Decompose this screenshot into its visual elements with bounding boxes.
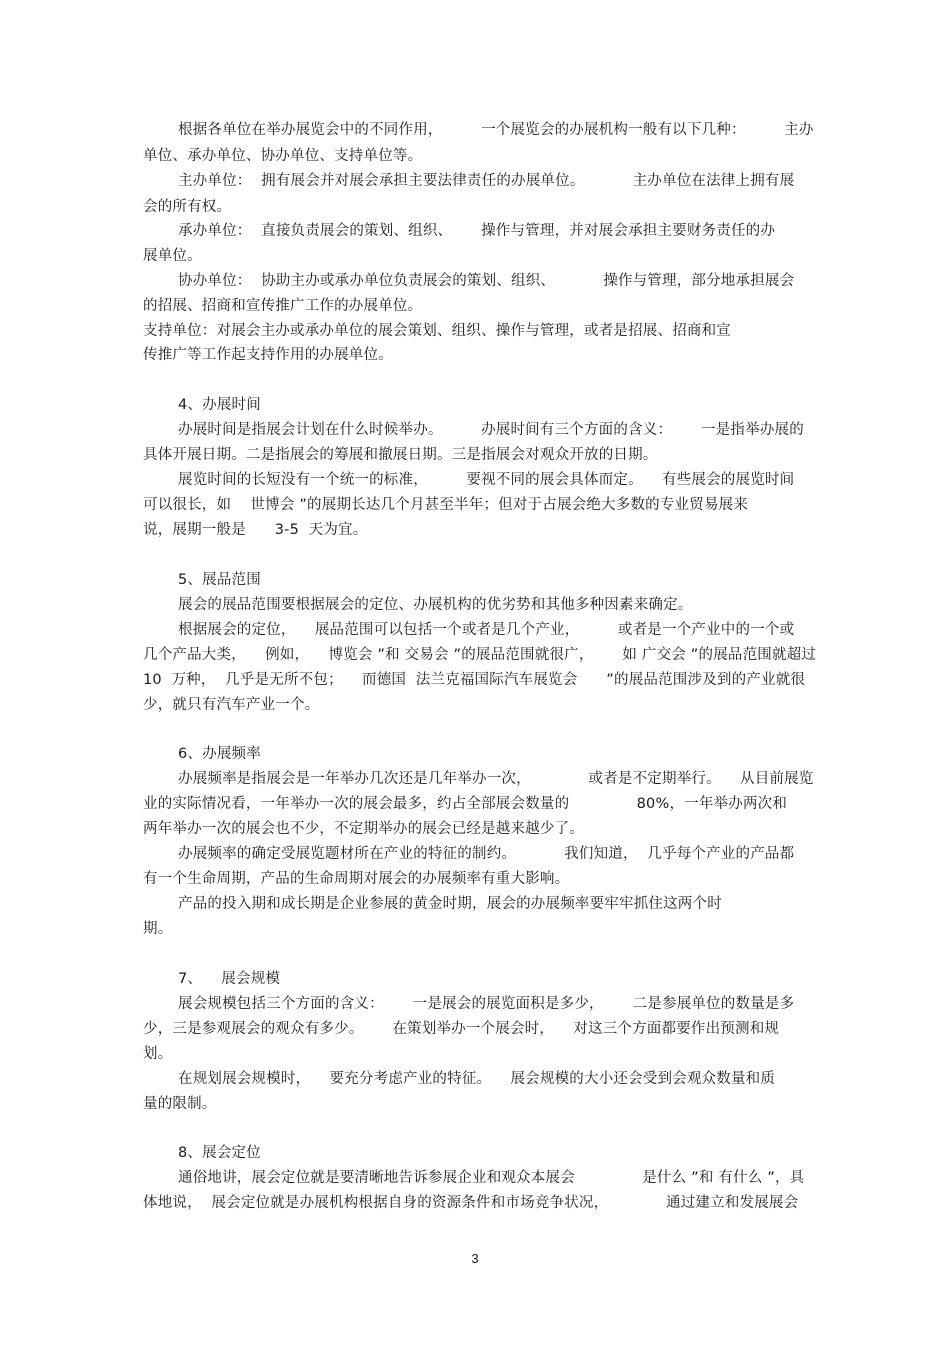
text-line: 量的限制。 [143,1096,217,1112]
text-line: 的招展、招商和宣传推广工作的办展单位。 [143,298,423,314]
page-number: 3 [471,1251,479,1266]
text-line: 两年举办一次的展会也不少，不定期举办的展会已经是越来越少了。 [143,821,584,837]
text-line: 具体开展日期。二是指展会的筹展和撤展日期。三是指展会对观众开放的日期。 [143,447,658,463]
text-line: 产品的投入期和成长期是企业参展的黄金时期，展会的办展频率要牢牢抓住这两个时 [178,896,722,912]
text-line: 承办单位： 直接负责展会的策划、组织、 操作与管理，并对展会承担主要财务责任的办 [178,223,776,239]
text-line: 协办单位： 协助主办或承办单位负责展会的策划、组织、 操作与管理，部分地承担展会 [178,273,795,289]
text-line: 期。 [143,921,173,937]
text-line: 单位、承办单位、协办单位、支持单位等。 [143,148,423,164]
text-line: 主办单位： 拥有展会并对展会承担主要法律责任的办展单位。 主办单位在法律上拥有展 [178,173,795,189]
text-line: 根据各单位在举办展览会中的不同作用， 一个展览会的办展机构一般有以下几种： 主办 [178,122,814,138]
text-line: 办展频率的确定受展览题材所在产业的特征的制约。 我们知道， 几乎每个产业的产品都 [178,846,795,862]
section-heading: 8、展会定位 [178,1145,261,1161]
text-line: 几个产品大类， 例如， 博览会 ”和 交易会 ”的展品范围就很广， 如 广交会 ”的展品范围就超过 [143,647,817,663]
text-line: 划。 [143,1046,173,1062]
section-heading: 5、展品范围 [178,572,261,588]
text-line: 10 万种， 几乎是无所不包； 而德国 法兰克福国际汽车展览会 ”的展品范围涉及到的产业就很 [143,672,806,688]
text-line: 展览时间的长短没有一个统一的标准， 要视不同的展会具体而定。 有些展会的展览时间 [178,472,795,488]
text-line: 展单位。 [143,248,202,264]
section-heading: 6、办展频率 [178,746,261,762]
text-line: 展会的展品范围要根据展会的定位、办展机构的优劣势和其他多种因素来确定。 [178,597,693,613]
text-line: 办展频率是指展会是一年举办几次还是几年举办一次， 或者是不定期举行。 从目前展览 [178,771,814,787]
text-line: 通俗地讲，展会定位就是要清晰地告诉参展企业和观众本展会 是什么 ”和 有什么 ”，具 [178,1170,805,1186]
text-line: 有一个生命周期，产品的生命周期对展会的办展频率有重大影响。 [143,871,570,887]
text-line: 办展时间是指展会计划在什么时候举办。 办展时间有三个方面的含义： 一是指举办展的 [178,422,804,438]
section-heading: 7、 展会规模 [178,971,281,987]
text-line: 会的所有权。 [143,199,232,215]
text-line: 传推广等工作起支持作用的办展单位。 [143,347,393,363]
text-line: 可以很长，如 世博会 ”的展期长达几个月甚至半年；但对于占展会绝大多数的专业贸易展来 [143,497,749,513]
text-line: 说，展期一般是 3-5 天为宜。 [143,522,368,538]
text-line: 业的实际情况看，一年举办一次的展会最多，约占全部展会数量的 80%，一年举办两次和 [143,796,788,812]
text-line: 根据展会的定位， 展品范围可以包括一个或者是几个产业， 或者是一个产业中的一个或 [178,622,795,638]
text-line: 在规划展会规模时， 要充分考虑产业的特征。 展会规模的大小还会受到会观众数量和质 [178,1071,776,1087]
text-line: 体地说， 展会定位就是办展机构根据自身的资源条件和市场竞争状况， 通过建立和发展展会 [143,1195,799,1211]
text-line: 展会规模包括三个方面的含义： 一是展会的展览面积是多少， 二是参展单位的数量是多 [178,996,795,1012]
text-line: 支持单位：对展会主办或承办单位的展会策划、组织、操作与管理，或者是招展、招商和宣 [143,323,731,339]
text-line: 少，就只有汽车产业一个。 [143,697,320,713]
text-line: 少，三是参观展会的观众有多少。 在策划举办一个展会时， 对这三个方面都要作出预测和规 [143,1021,780,1037]
section-heading: 4、办展时间 [178,397,261,413]
